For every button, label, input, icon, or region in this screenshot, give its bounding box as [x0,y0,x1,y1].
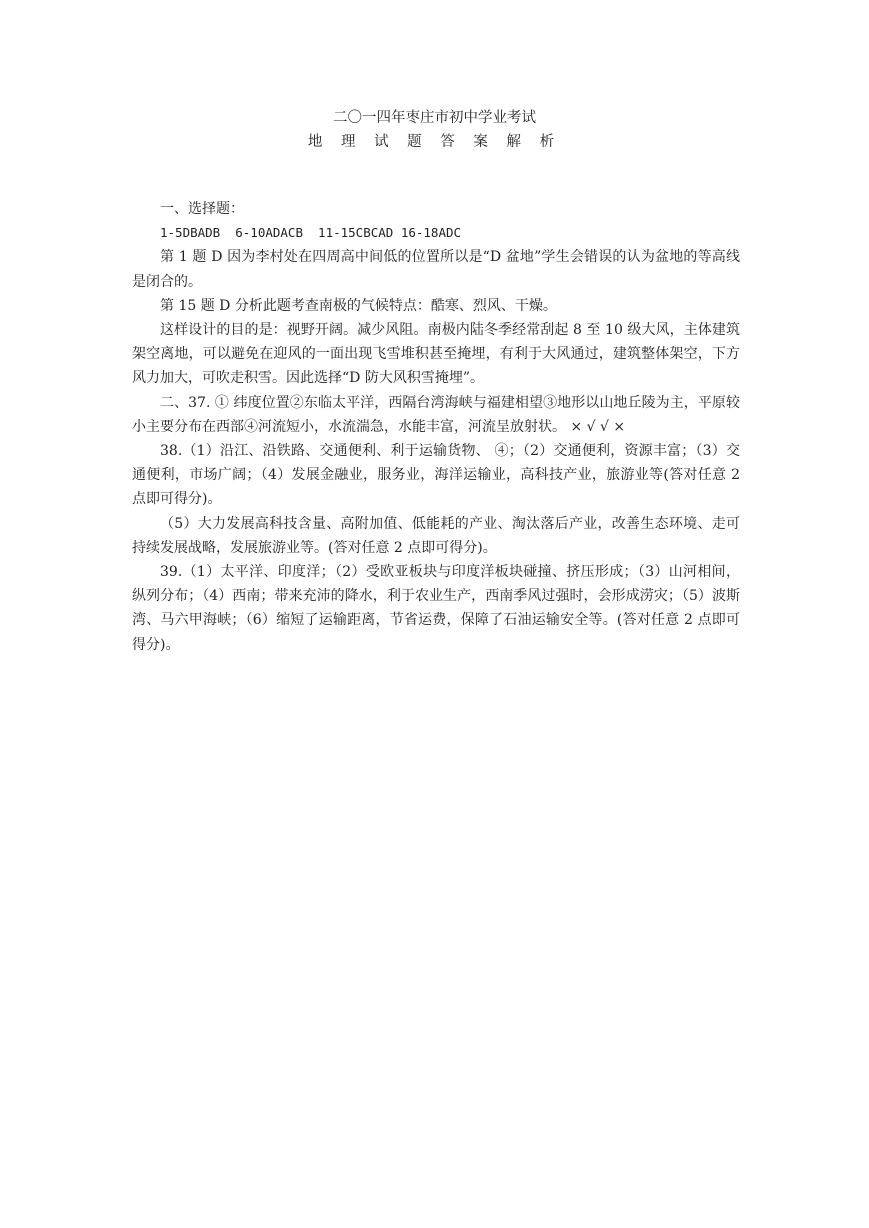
explanation-q15: 第 15 题 D 分析此题考查南极的气候特点：酷寒、烈风、干燥。 [160,297,557,314]
document-subtitle: 地 理 试 题 答 案 解 析 [307,134,562,150]
answer-content [132,197,740,657]
section-heading-choice: 一、选择题： [160,201,244,217]
answer-q38: 38.（1）沿江、沿铁路、交通便利、利于运输货物、 ④；（2）交通便利，资源丰富；（3）交通便利，市场广阔；（4）发展金融业，服务业，海洋运输业，高科技产业，旅游业等(答对任意 2 点即可得分)。 [132,443,740,508]
title-block [0,106,869,154]
answer-q38-part5: （5）大力发展高科技含量、高附加值、低能耗的产业、淘汰落后产业，改善生态环境、走可持续发展战略，发展旅游业等。(答对任意 2 点即可得分)。 [132,515,740,556]
choice-answers-text: 1-5DBADB 6-10ADACB 11-15CBCAD 16-18ADC [160,225,462,241]
document-title: 二〇一四年枣庄市初中学业考试 [333,110,536,126]
choice-answers [132,221,740,245]
answer-q37: 二、37. ① 纬度位置②东临太平洋，西隔台湾海峡与福建相望③地形以山地丘陵为主，平原较小主要分布在西部④河流短小，水流湍急，水能丰富，河流呈放射状。 × √ √ × [132,394,740,435]
explanation-q1: 第 1 题 D 因为李村处在四周高中间低的位置所以是“D 盆地”学生会错误的认为盆地的等高线是闭合的。 [132,249,740,290]
explanation-q15-detail: 这样设计的目的是：视野开阔。减少风阻。南极内陆冬季经常刮起 8 至 10 级大风，主体建筑架空离地，可以避免在迎风的一面出现飞雪堆积甚至掩埋，有利于大风通过，建筑整体架空，下方风力加大，可吹走积雪。因此选择“D 防大风积雪掩埋”。 [132,322,740,387]
answer-q39: 39.（1）太平洋、印度洋；（2）受欧亚板块与印度洋板块碰撞、挤压形成；（3）山河相间，纵列分布；（4）西南；带来充沛的降水，利于农业生产，西南季风过强时，会形成涝灾；（5）波斯湾、马六甲海峡；（6）缩短了运输距离，节省运费，保障了石油运输安全等。(答对任意 2 点即可得分)。 [132,564,740,653]
